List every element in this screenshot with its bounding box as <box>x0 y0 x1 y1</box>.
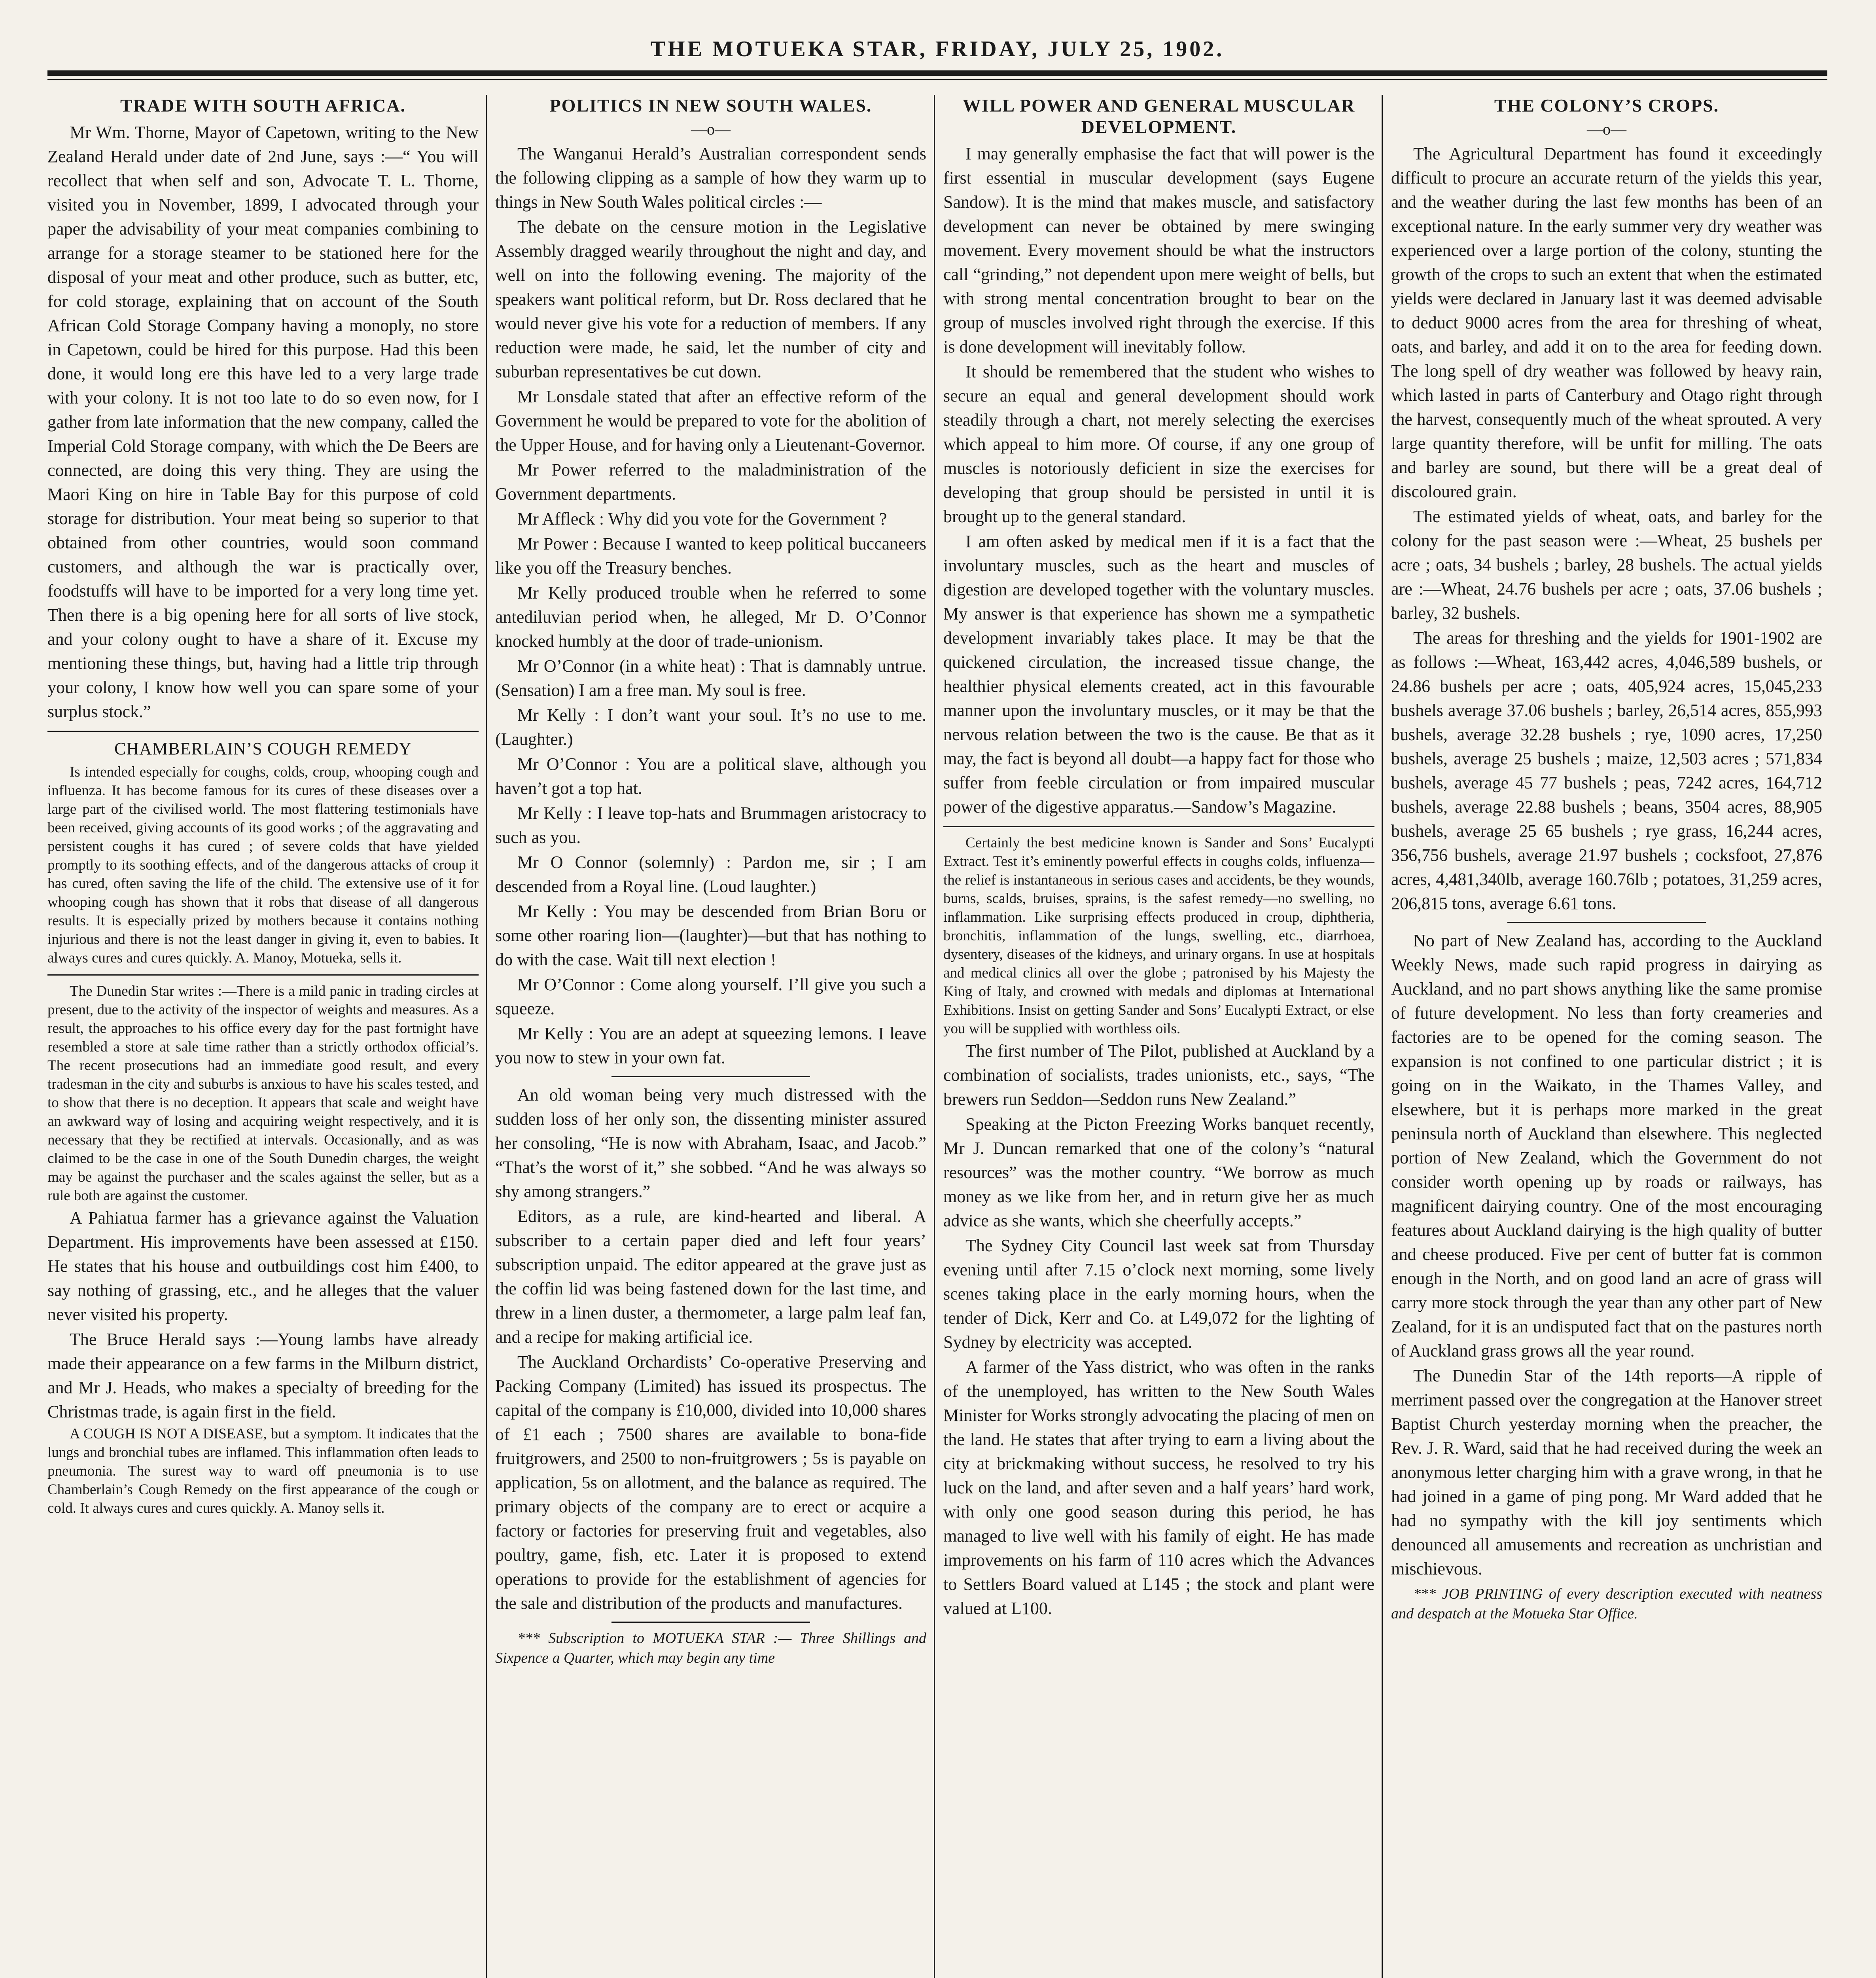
article-paragraph: The debate on the censure motion in the Legislative Assembly dragged wearily throughout the night and day, and well on into the following evening. The majority of the speakers want political reform, but Dr. Ross declared that he would never give his vote for a reduction of members. If any reduction were made, he said, let the number of city and suburban representatives be cut down. <box>495 217 926 381</box>
article-headline: WILL POWER AND GENERAL MUSCULAR DEVELOPMENT. <box>962 95 1355 137</box>
column-divider <box>1382 95 1383 1978</box>
article-paragraph: Mr Wm. Thorne, Mayor of Capetown, writing to the New Zealand Herald under date of 2nd June, says :—“ You will recollect that when self and son, Advocate T. L. Thorne, visited you in November, 1899, I advocated through your paper the advisability of your meat companies combining to arrange for a storage steamer to be stationed here for the disposal of your meat and other produce, such as butter, etc, for cold storage, explaining that on account of the South African Cold Storage Company having a monoply, no store in Capetown, could be hired for this purpose. Had this been done, it would long ere this have led to a very large trade with your colony. It is not too late to do so even now, for I gather from late information that the new company, called the Imperial Cold Storage company, with which the De Beers are connected, are doing this very thing. They are using the Maori King on hire in Table Bay for this purpose of cold storage for distribution. Your meat being so superior to that obtained from other countries, would soon command customers, and although the war is practically over, foodstuffs will have to be imported for a very long time yet. Then there is a big opening here for all sorts of live stock, and your colony ought to have a share of it. Excuse my mentioning these things, but, having had a little trip through your colony, I know how well you can spare some of your surplus stock.” <box>47 123 479 721</box>
news-paragraph: The Dunedin Star writes :—There is a mild panic in trading circles at present, due to the activity of the inspector of weights and measures. As a result, the approaches to his office every day for the past fortnight have resembled a store at sale time rather than a strictly orthodox official’s. The recent prosecutions had an immediate good result, and every tradesman in the city and suburbs is anxious to have his scales tested, and to show that there is no deception. It appears that scale and weight have an awkward way of losing and acquiring weight respectively, and it is necessary that they be rectified at intervals. Occasionally, and as was claimed to be the case in one of the South Dunedin charges, the weight may be against the purchaser and the scales against the seller, but as a rule both are against the customer. <box>47 983 479 1204</box>
column-3 <box>943 95 1374 1978</box>
article-paragraph: Mr Power referred to the maladministration of the Government departments. <box>495 460 926 504</box>
column-2 <box>495 95 926 1978</box>
column-divider <box>486 95 487 1978</box>
article-paragraph: Mr Kelly : You may be descended from Brian Boru or some other roaring lion—(laughter)—but that has nothing to do with the case. Wait till next election ! <box>495 902 926 969</box>
article-paragraph: Mr Affleck : Why did you vote for the Government ? <box>517 509 887 529</box>
job-printing-notice: *** JOB PRINTING of every description executed with neatness and despatch at the Motueka Star Office. <box>1391 1586 1822 1622</box>
article-separator <box>611 1076 810 1077</box>
column-divider <box>934 95 935 1978</box>
column-4 <box>1391 95 1822 1978</box>
advert-paragraph: Certainly the best medicine known is Sander and Sons’ Eucalypti Extract. Test it’s eminently powerful effects in coughs colds, influenza—the relief is instantaneous in serious cases and accidents, be they wounds, burns, scalds, bruises, sprains, is the safest remedy—no swelling, no inflammation. Like surprising effects produced in croup, diphtheria, bronchitis, inflammation of the lungs, swelling, etc., diarrhoea, dysentery, diseases of the kidneys, and urinary organs. In use at hospitals and medical clinics all over the globe ; patronised by his Majesty the King of Italy, and crowned with medals and diplomas at International Exhibitions. Insist on getting Sander and Sons’ Eucalypti Extract, or else you will be supplied with worthless oils. <box>943 835 1374 1037</box>
news-paragraph: The Bruce Herald says :—Young lambs have already made their appearance on a few farms in the Milburn district, and Mr J. Heads, who makes a specialty of breeding for the Christmas trade, is again first in the field. <box>47 1330 479 1421</box>
masthead: THE MOTUEKA STAR, FRIDAY, JULY 25, 1902. <box>650 37 1225 61</box>
article-headline: POLITICS IN NEW SOUTH WALES. <box>549 95 872 116</box>
article-paragraph: Mr Kelly produced trouble when he referred to some antediluvian period when, he alleged, Mr D. O’Connor knocked humbly at the door of trade-unionism. <box>495 583 926 651</box>
news-paragraph: A Pahiatua farmer has a grievance against the Valuation Department. His improvements have been assessed at £150. He states that his house and outbuildings cost him £400, to say nothing of grassing, etc., and he alleges that the valuer never visited his property. <box>47 1208 479 1324</box>
news-paragraph: Editors, as a rule, are kind-hearted and liberal. A subscriber to a certain paper died and left four years’ subscription unpaid. The editor appeared at the grave just as the coffin lid was being fastened down for the last time, and threw in a linen duster, a thermometer, a large palm leaf fan, and a recipe for making artificial ice. <box>495 1207 926 1347</box>
article-paragraph: Mr O’Connor : You are a political slave, although you haven’t got a top hat. <box>495 754 926 798</box>
article-paragraph: The areas for threshing and the yields for 1901-1902 are as follows :—Wheat, 163,442 acres, 4,046,589 bushels, or 24.86 bushels per acre ; oats, 405,924 acres, 15,045,233 bushels average 37.06 bushels ; barley, 26,514 acres, 855,993 bushels, average 32.28 bushels ; rye, 1090 acres, 17,250 bushels, average 25 bushels ; maize, 12,503 acres ; 571,834 bushels, average 45 77 bushels ; peas, 7242 acres, 164,712 bushels, average 22.88 bushels ; beans, 3504 acres, 88,905 bushels, average 25 65 bushels ; rye grass, 16,244 acres, 356,756 bushels, average 21.97 bushels ; cocksfoot, 27,876 acres, 4,481,340lb, average 160.76lb ; potatoes, 31,259 acres, 206,815 tons, average 6.61 tons. <box>1391 628 1822 913</box>
headline-ornament: —o— <box>691 120 731 138</box>
article-paragraph: Mr Lonsdale stated that after an effective reform of the Government he would be prepared to vote for the abolition of the Upper House, and for having only a Lieutenant-Governor. <box>495 387 926 455</box>
news-paragraph: The Dunedin Star of the 14th reports—A ripple of merriment passed over the congregation at the Hanover street Baptist Church yesterday morning when the preacher, the Rev. J. R. Ward, said that he had received during the week an anonymous letter charging him with a grave wrong, in that he had joined in a game of ping pong. Mr Ward added that he had no sympathy with the kill joy sentiments which denounced all amusements and recreation as unchristian and mischievous. <box>1391 1366 1822 1578</box>
article-separator <box>47 974 479 976</box>
article-paragraph: Mr O Connor (solemnly) : Pardon me, sir ; I am descended from a Royal line. (Loud laughter.) <box>495 853 926 896</box>
article-paragraph: I am often asked by medical men if it is a fact that the involuntary muscles, such as the heart and muscles of digestion are developed together with the voluntary muscles. My answer is that experience has shown me a sympathetic development invariably takes place. It may be that the quickened circulation, the increased tissue change, the healthier physical elements created, act in this favourable manner upon the involuntary muscles, or it may be that the nervous relation between the two is the cause. Be that as it may, the fact is beyond all doubt—a happy fact for those who suffer from feeble circulation or from impaired muscular power of the digestive apparatus.—Sandow’s Magazine. <box>943 532 1374 817</box>
advert-headline: CHAMBERLAIN’S COUGH REMEDY <box>114 739 412 758</box>
article-separator <box>47 731 479 732</box>
article-paragraph: Mr O’Connor (in a white heat) : That is damnably untrue. (Sensation) I am a free man. My soul is free. <box>495 656 926 700</box>
news-paragraph: A farmer of the Yass district, who was often in the ranks of the unemployed, has written to the New South Wales Minister for Works strongly advocating the placing of men on the land. He states that after trying to earn a living about the city at brickmaking without success, he resolved to try his luck on the land, and after seven and a half years’ hard work, with only one good season during this period, he has managed to live well with his family of eight. He has made improvements on his farm of 110 acres which the Advances to Settlers Board valued at L145 ; the stock and plant were valued at L100. <box>943 1357 1374 1618</box>
article-separator <box>611 1622 810 1623</box>
headline-ornament: —o— <box>1587 120 1626 138</box>
subscription-notice: *** Subscription to MOTUEKA STAR :— Three Shillings and Sixpence a Quarter, which may begin any time <box>495 1630 926 1666</box>
article-paragraph: Mr Kelly : I leave top-hats and Brummagen aristocracy to such as you. <box>495 803 926 847</box>
article-paragraph: The estimated yields of wheat, oats, and barley for the colony for the past season were :—Wheat, 25 bushels per acre ; oats, 34 bushels ; barley, 28 bushels. The actual yields are :—Wheat, 24.76 bushels per acre ; oats, 37.06 bushels ; barley, 32 bushels. <box>1391 507 1822 623</box>
article-paragraph: Mr O’Connor : Come along yourself. I’ll give you such a squeeze. <box>495 975 926 1018</box>
article-paragraph: Mr Kelly : You are an adept at squeezing lemons. I leave you now to stew in your own fat. <box>495 1024 926 1067</box>
article-separator <box>1507 922 1706 923</box>
article-paragraph: The Wanganui Herald’s Australian correspondent sends the following clipping as a sample of how they warm up to things in New South Wales political circles :— <box>495 144 926 212</box>
news-paragraph: The first number of The Pilot, published at Auckland by a combination of socialists, trades unionists, etc., says, “The brewers run Seddon—Seddon runs New Zealand.” <box>943 1041 1374 1109</box>
news-paragraph: The Sydney City Council last week sat from Thursday evening until after 7.15 o’clock next morning, some lively scenes taking place in the early morning hours, when the tender of Dick, Kerr and Co. at L49,072 for the lighting of Sydney by electricity was accepted. <box>943 1236 1374 1352</box>
article-paragraph: I may generally emphasise the fact that will power is the first essential in muscular development (says Eugene Sandow). It is the mind that makes muscle, and satisfactory development can never be obtained by mere swinging movement. Every movement should be what the instructors call “grinding,” not dependent upon mere weight of bells, but with strong mental concentration brought to bear on the group of muscles involved right through the exercise. If this is done development will inevitably follow. <box>943 144 1374 356</box>
column-1 <box>47 95 479 1978</box>
news-paragraph: The Auckland Orchardists’ Co-operative Preserving and Packing Company (Limited) has issued its prospectus. The capital of the company is £10,000, divided into 10,000 shares of £1 each ; 7500 shares are available to bona-fide fruitgrowers, and 2500 to non-fruitgrowers ; 5s is payable on application, 5s on allotment, and the balance as required. The primary objects of the company are to erect or acquire a factory or factories for preserving fruit and vegetables, also poultry, game, fish, etc. Later it is proposed to extend operations to provide for the establishment of agencies for the sale and distribution of the products and manufactures. <box>495 1352 926 1613</box>
masthead-rule <box>47 70 1827 76</box>
article-headline: THE COLONY’S CROPS. <box>1494 95 1719 116</box>
masthead-rule-thin <box>47 79 1827 80</box>
news-paragraph: An old woman being very much distressed with the sudden loss of her only son, the dissenting minister assured her consoling, “He is now with Abraham, Isaac, and Jacob.” “That’s the worst of it,” she sobbed. “And he was always so shy among strangers.” <box>495 1085 926 1201</box>
article-paragraph: Mr Kelly : I don’t want your soul. It’s no use to me. (Laughter.) <box>495 705 926 749</box>
article-headline: TRADE WITH SOUTH AFRICA. <box>120 95 406 116</box>
article-separator <box>943 826 1374 827</box>
advert-paragraph: Is intended especially for coughs, colds, croup, whooping cough and influenza. It has become famous for its cures of these diseases over a large part of the civilised world. The most flattering testimonials have been received, giving accounts of its good works ; of the aggravating and persistent coughs it has cured ; of severe colds that have yielded promptly to its soothing effects, and of the dangerous attacks of croup it has cured, often saving the life of the child. The extensive use of it for whooping cough has shown that it robs that disease of all dangerous results. It is especially prized by mothers because it contains nothing injurious and there is not the least danger in giving it, even to babies. It always cures and cures quickly. A. Manoy, Motueka, sells it. <box>47 764 479 966</box>
news-paragraph: No part of New Zealand has, according to the Auckland Weekly News, made such rapid progress in dairying as Auckland, and no part shows anything like the same promise of future development. No less than forty creameries and factories are to be opened for the coming season. The expansion is not confined to one particular district ; it is going on in the Waikato, in the Thames Valley, and elsewhere, but it is perhaps more marked in the great peninsula north of Auckland than elsewhere. This neglected portion of New Zealand, which the Government do not consider worth opening up by roads or railways, has magnificent dairying country. One of the most encouraging features about Auckland dairying is the high quality of butter and cheese produced. Five per cent of butter fat is common enough in the North, and on good land an acre of grass will carry more stock through the year than any other part of New Zealand, for it is an undisputed fact that on the pastures north of Auckland grass grows all the year round. <box>1391 931 1822 1360</box>
advert-paragraph: A COUGH IS NOT A DISEASE, but a symptom. It indicates that the lungs and bronchial tubes are inflamed. This inflammation often leads to pneumonia. The surest way to ward off pneumonia is to use Chamberlain’s Cough Remedy on the first appearance of the cough or cold. It always cures and cures quickly. A. Manoy sells it. <box>47 1426 479 1516</box>
article-paragraph: Mr Power : Because I wanted to keep political buccaneers like you off the Treasury benches. <box>495 534 926 578</box>
article-paragraph: The Agricultural Department has found it exceedingly difficult to procure an accurate return of the yields this year, and the weather during the last few months has been of an exceptional nature. In the early summer very dry weather was experienced over a large portion of the colony, stunting the growth of the crops to such an extent that when the estimated yields were declared in January last it was deemed advisable to deduct 9000 acres from the area for threshing of wheat, oats, and barley, and add it on to the area for feeding down. The long spell of dry weather was followed by heavy rain, which lasted in parts of Canterbury and Otago right through the harvest, consequently much of the wheat sprouted. A very large quantity therefore, will be unfit for milling. The oats and barley are sound, but there will be a great deal of discoloured grain. <box>1391 144 1822 501</box>
news-paragraph: Speaking at the Picton Freezing Works banquet recently, Mr J. Duncan remarked that one of the colony’s “natural resources” was the mother country. “We borrow as much money as we like from her, and in return give her as much advice as she wants, which she cheerfully accepts.” <box>943 1114 1374 1230</box>
article-paragraph: It should be remembered that the student who wishes to secure an equal and general development should work steadily through a chart, not merely selecting the exercises which appeal to him more. Of course, if any one group of muscles is notoriously deficient in size the exercises for developing that group should be persisted in until it is brought up to the general standard. <box>943 362 1374 526</box>
